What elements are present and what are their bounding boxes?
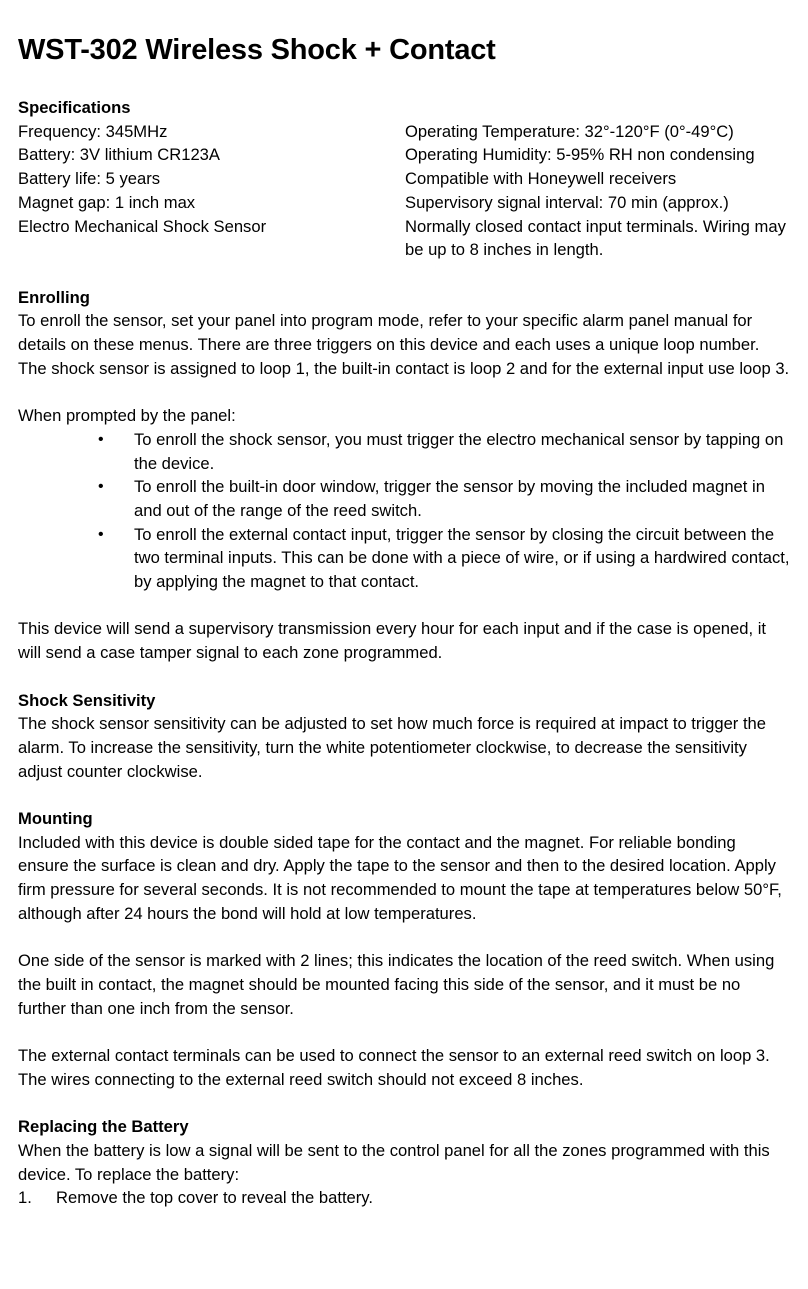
enrolling-section: [18, 286, 790, 665]
spec-supervisory-interval: Supervisory signal interval: 70 min (approx.): [405, 192, 729, 212]
specifications-heading: Specifications: [18, 98, 131, 117]
specifications-right-column: [405, 120, 790, 262]
mounting-reed-switch-paragraph: One side of the sensor is marked with 2 lines; this indicates the location of the reed switch. When using the built in contact, the magnet should be mounted facing this side of the sensor, and it must be no further than one inch from the sensor.: [18, 951, 775, 1018]
mounting-external-terminals-paragraph: The external contact terminals can be used to connect the sensor to an external reed switch on loop 3. The wires connecting to the external reed switch should not exceed 8 inches.: [18, 1046, 770, 1089]
enrolling-intro-paragraph: To enroll the sensor, set your panel into program mode, refer to your specific alarm panel manual for details on these menus. There are three triggers on this device and each uses a unique loop number. The shock sensor is assigned to loop 1, the built-in contact is loop 2 and for the external input use loop 3.: [18, 311, 790, 378]
mounting-section: [18, 807, 790, 1091]
enrolling-bullet-list: [18, 428, 790, 594]
list-item-text: To enroll the external contact input, trigger the sensor by closing the circuit between the two terminal inputs. This can be done with a piece of wire, or if using a hardwired contact, by applying the magnet to that contact.: [134, 524, 790, 592]
step-text: Remove the top cover to reveal the battery.: [56, 1188, 373, 1208]
shock-sensitivity-heading: Shock Sensitivity: [18, 690, 156, 710]
spec-magnet-gap: Magnet gap: 1 inch max: [18, 192, 196, 212]
spec-operating-humidity: Operating Humidity: 5-95% RH non condensing: [405, 145, 755, 165]
list-item: [98, 523, 790, 594]
enrolling-prompt: When prompted by the panel:: [18, 406, 236, 426]
mounting-tape-paragraph: Included with this device is double sided tape for the contact and the magnet. For reliable bonding ensure the surface is clean and dry. Apply the tape to the sensor and then to the desired location. Apply firm pressure for several seconds. It is not recommended to mount the tape at temperatures below 50°F, although after 24 hours the bond will hold at low temperatures.: [18, 832, 782, 923]
shock-sensitivity-paragraph: The shock sensor sensitivity can be adjusted to set how much force is required at impact to trigger the alarm. To increase the sensitivity, turn the white potentiometer clockwise, to decrease the sensitivity adjust counter clockwise.: [18, 714, 767, 781]
spec-frequency: Frequency: 345MHz: [18, 121, 168, 141]
bullet-icon: •: [98, 430, 104, 448]
spec-operating-temperature: Operating Temperature: 32°-120°F (0°-49°C): [405, 121, 734, 141]
spec-compatibility: Compatible with Honeywell receivers: [405, 169, 677, 189]
list-item-text: To enroll the built-in door window, trigger the sensor by moving the included magnet in and out of the range of the reed switch.: [134, 477, 765, 520]
list-item: [98, 475, 790, 522]
list-item: [98, 428, 790, 475]
specifications-grid: [18, 120, 790, 262]
list-item-text: To enroll the shock sensor, you must trigger the electro mechanical sensor by tapping on the device.: [134, 429, 784, 473]
battery-heading: Replacing the Battery: [18, 1117, 189, 1137]
battery-steps-list: [18, 1186, 790, 1210]
bullet-icon: •: [98, 525, 104, 543]
spec-sensor-type: Electro Mechanical Shock Sensor: [18, 216, 267, 236]
specifications-section: [18, 96, 790, 262]
shock-sensitivity-section: [18, 689, 790, 784]
mounting-heading: Mounting: [18, 809, 93, 829]
document-title: WST-302 Wireless Shock + Contact: [18, 34, 496, 66]
spec-contact-terminals: Normally closed contact input terminals. Wiring may be up to 8 inches in length.: [405, 216, 786, 260]
enrolling-heading: Enrolling: [18, 287, 90, 307]
battery-section: [18, 1115, 790, 1210]
specifications-left-column: [18, 120, 405, 262]
supervisory-paragraph: This device will send a supervisory transmission every hour for each input and if the case is opened, it will send a case tamper signal to each zone programmed.: [18, 619, 767, 663]
battery-paragraph: When the battery is low a signal will be sent to the control panel for all the zones programmed with this device. To replace the battery:: [18, 1140, 770, 1184]
list-item: [18, 1186, 790, 1210]
bullet-icon: •: [98, 478, 104, 496]
spec-battery-life: Battery life: 5 years: [18, 169, 161, 189]
step-number: 1.: [18, 1188, 32, 1208]
spec-battery: Battery: 3V lithium CR123A: [18, 145, 220, 165]
